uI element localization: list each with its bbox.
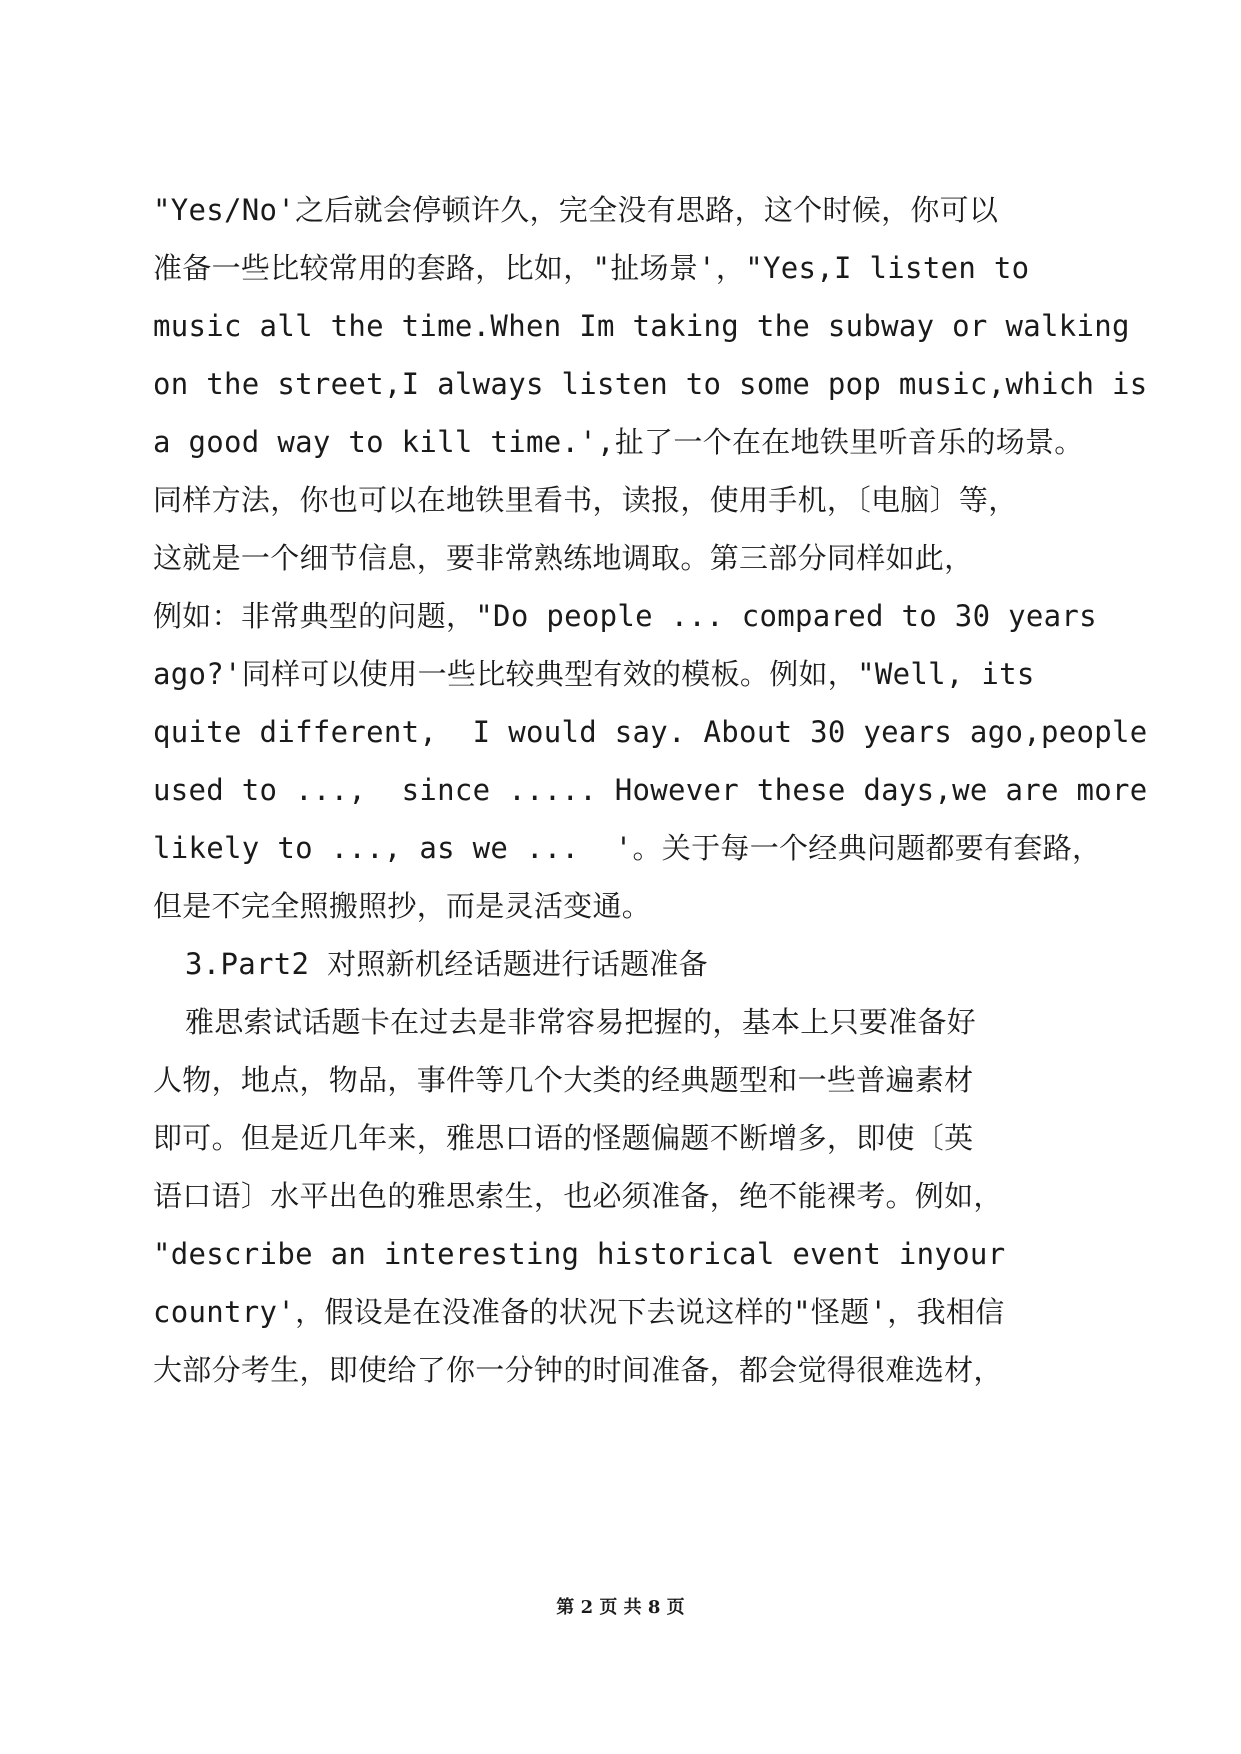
body-line: 准备一些比较常用的套路，比如，"扯场景'，"Yes,I listen to xyxy=(153,251,1030,285)
body-line: "Yes/No'之后就会停顿许久，完全没有思路，这个时候，你可以 xyxy=(153,193,999,227)
body-line: a good way to kill time.',扯了一个在在地铁里听音乐的场景。 xyxy=(153,425,1084,459)
body-line: used to ..., since ..... However these days,we are more xyxy=(153,773,1148,807)
body-line: country'，假设是在没准备的状况下去说这样的"怪题'，我相信 xyxy=(153,1295,1005,1329)
body-line: 雅思索试话题卡在过去是非常容易把握的，基本上只要准备好 xyxy=(185,1005,977,1039)
page-number-footer: 第 2 页 共 8 页 xyxy=(556,1597,685,1618)
body-line: 这就是一个细节信息，要非常熟练地调取。第三部分同样如此， xyxy=(153,541,974,575)
body-line: "describe an interesting historical event inyour xyxy=(153,1237,1006,1271)
body-line: quite different, I would say. About 30 years ago,people xyxy=(153,715,1148,749)
section-heading: 3.Part2 对照新机经话题进行话题准备 xyxy=(185,947,708,981)
body-line: 语口语〕水平出色的雅思索生，也必须准备，绝不能裸考。例如， xyxy=(153,1179,1003,1213)
body-line: ago?'同样可以使用一些比较典型有效的模板。例如，"Well, its xyxy=(153,657,1035,691)
body-line: 大部分考生，即使给了你一分钟的时间准备，都会觉得很难选材， xyxy=(153,1353,1003,1387)
body-line: 即可。但是近几年来，雅思口语的怪题偏题不断增多，即使〔英 xyxy=(153,1121,974,1155)
body-line: music all the time.When Im taking the subway or walking xyxy=(153,309,1130,343)
body-line: 但是不完全照搬照抄，而是灵活变通。 xyxy=(153,889,652,923)
body-line: 例如：非常典型的问题，"Do people ... compared to 30 years xyxy=(153,599,1097,633)
body-line: likely to ..., as we ... '。关于每一个经典问题都要有套路， xyxy=(153,831,1102,865)
body-line: 人物，地点，物品，事件等几个大类的经典题型和一些普遍素材 xyxy=(153,1063,974,1097)
body-line: 同样方法，你也可以在地铁里看书，读报，使用手机，〔电脑〕等， xyxy=(153,483,1018,517)
body-line: on the street,I always listen to some pop music,which is xyxy=(153,367,1148,401)
